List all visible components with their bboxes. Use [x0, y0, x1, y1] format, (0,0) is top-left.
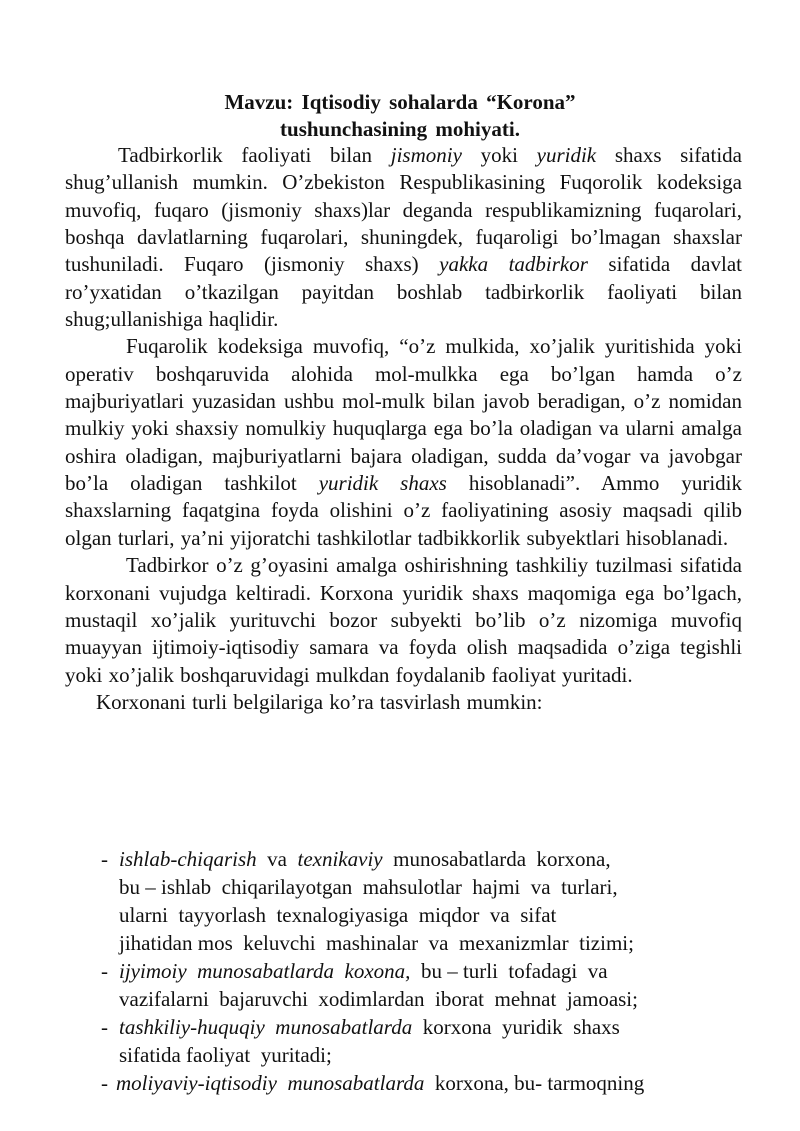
text-run: Tadbirkorlik faoliyati bilan [118, 143, 391, 167]
list-line: sifatida faoliyat yuritadi; [119, 1043, 332, 1067]
italic-run: yuridik [536, 143, 597, 167]
italic-run: jismoniy [390, 143, 462, 167]
italic-run: yakka tadbirkor [439, 252, 588, 277]
document-body [65, 142, 742, 716]
paragraph-2 [65, 333, 742, 552]
list-item [0, 957, 800, 1013]
list-dash: - [101, 1071, 108, 1095]
italic-run: yuridik shaxs [318, 471, 447, 496]
text-run: Fuqarolik kodeksiga muvofiq, “o’z mulkida, xo’jalik yuritishida yoki operativ boshqaruvida alohida mol-mulkka ega bo’lgan hamda o’z majburiyatlari yuzasidan ushbu mol-mulk bilan javob beradigan, o’z nomidan mulkiy yoki shaxsiy nomulkiy huquqlarga ega bo’la oladigan va ularni amalga oshira oladigan, majburiyatlarni bajara oladigan, sudda da’vogar va javobgar bo’la oladigan tashkilot [65, 334, 742, 496]
text-run: korxona yuridik shaxs [412, 1015, 620, 1039]
title-line-1: Mavzu: Iqtisodiy sohalarda “Korona” [224, 90, 576, 114]
text-run: bu – turli tofadagi va [410, 959, 608, 983]
italic-run: texnikaviy [297, 847, 383, 871]
list-line: ularni tayyorlash texnalogiyasiga miqdor va sifat [119, 903, 557, 927]
italic-run: ijyimoiy munosabatlarda koxona, [119, 959, 411, 983]
paragraph-1 [65, 142, 742, 333]
list-line [0, 957, 800, 985]
list-line [0, 1069, 800, 1097]
list-dash: - [101, 847, 108, 871]
text-run: munosabatlarda korxona, [382, 847, 611, 871]
text-run: korxona, bu- tarmoqning [424, 1071, 645, 1095]
text-run: va [256, 847, 298, 871]
list-item [0, 845, 800, 957]
italic-run: moliyaviy-iqtisodiy munosabatlarda [116, 1071, 425, 1095]
text-run: shaxs sifatida shug’ullanish mumkin. O’zbekiston Respublikasining Fuqorolik kodeksiga muvofiq, fuqaro (jismoniy shaxs)lar deganda respublikamizning fuqarolari, boshqa davlatlarning fuqarolari, shuningdek, fuqaroligi bo’lmagan shaxslar tushuniladi. Fuqaro (jismoniy shaxs) [65, 143, 742, 277]
list-item [0, 1069, 800, 1097]
list-line: jihatidan mos keluvchi mashinalar va mexanizmlar tizimi; [119, 931, 634, 955]
text-run: hisoblanadi”. Ammo yuridik shaxslarning faqatgina foyda olishini o’z faoliyatining asosiy maqsadi qilib olgan turlari, ya’ni yijoratchi tashkilotlar tadbikkorlik subyektlari hisoblanadi. [65, 471, 742, 550]
list-line: bu – ishlab chiqarilayotgan mahsulotlar hajmi va turlari, [119, 875, 618, 899]
italic-run: tashkiliy-huquqiy munosabatlarda [119, 1015, 413, 1039]
text-run: yoki [461, 143, 537, 167]
list-dash: - [101, 1015, 108, 1039]
list-line [0, 845, 800, 873]
paragraph-4: Korxonani turli belgilariga ko’ra tasvirlash mumkin: [96, 689, 543, 714]
paragraph-3: Tadbirkor o’z g’oyasini amalga oshirishning tashkiliy tuzilmasi sifatida korxonani vujudga keltiradi. Korxona yuridik shaxs maqomiga ega bo’lgach, mustaqil xo’jalik yurituvchi bozor subyekti bo’lib o’z nizomiga muvofiq muayyan ijtimoiy-iqtisodiy samara va foyda olish maqsadida o’ziga tegishli yoki xo’jalik boshqaruvidagi mulkdan foydalanib faoliyat yuritadi. [65, 553, 742, 687]
description-list [0, 845, 800, 1097]
text-run: sifatida davlat ro’yxatidan o’tkazilgan payitdan boshlab tadbirkorlik faoliyati bilan shug;ullanishiga haqlidir. [65, 252, 742, 332]
list-line [0, 1013, 800, 1041]
list-dash: - [101, 959, 108, 983]
list-item [0, 1013, 800, 1069]
title-line-2: tushunchasining mohiyati. [280, 117, 520, 141]
italic-run: ishlab-chiqarish [119, 847, 257, 871]
list-line: vazifalarni bajaruvchi xodimlardan iborat mehnat jamoasi; [119, 987, 638, 1011]
